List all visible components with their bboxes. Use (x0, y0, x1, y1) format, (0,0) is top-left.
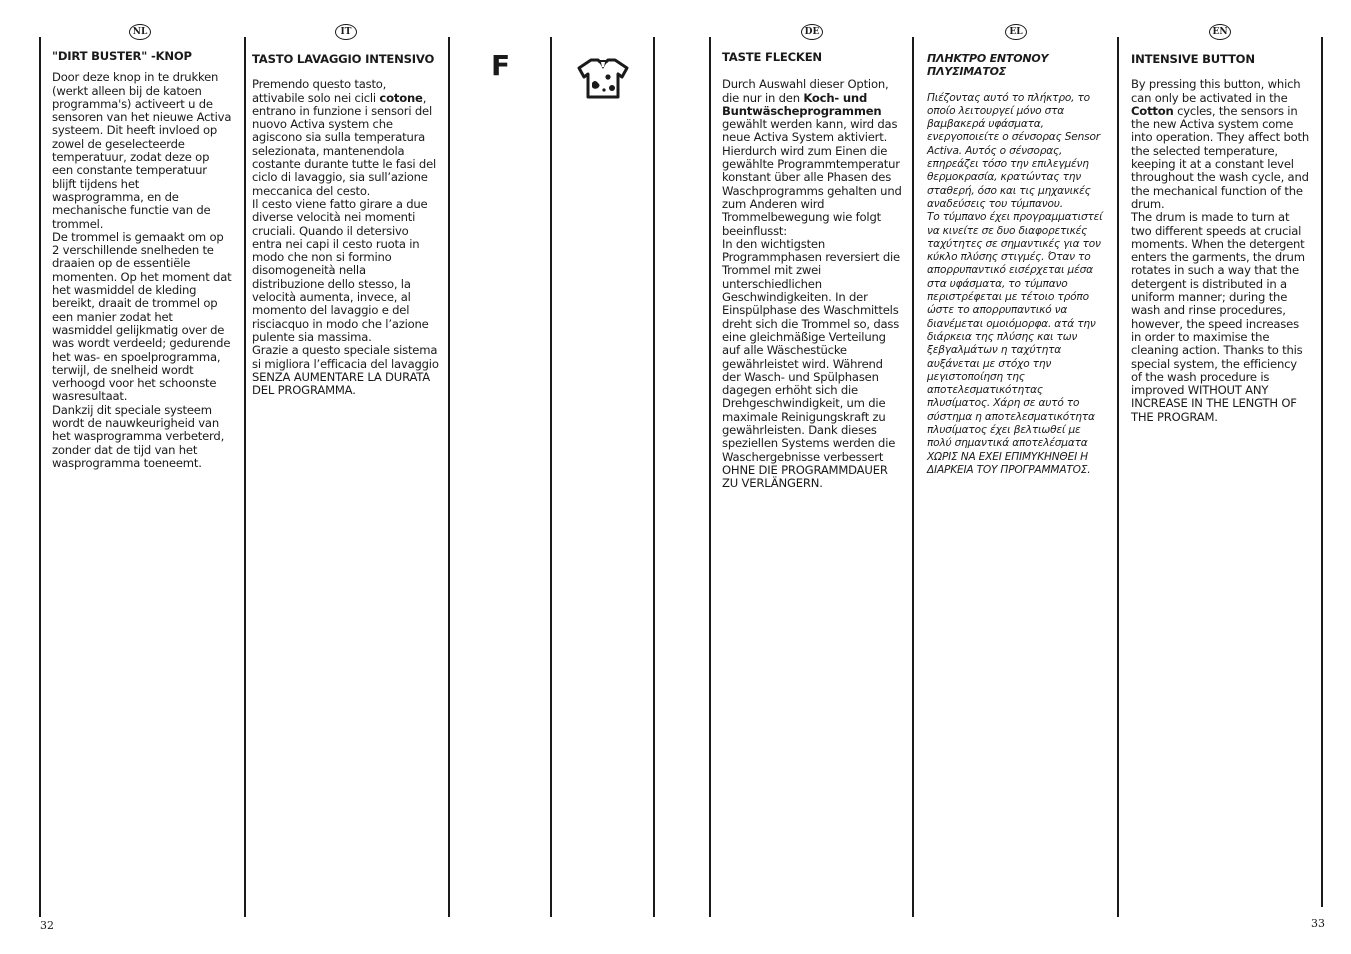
body-de-part1: Durch Auswahl dieser Option, die nur in den (722, 77, 889, 105)
page-number-right: 33 (1311, 917, 1325, 930)
body-en-part1: By pressing this button, which can only be activated in the (1131, 77, 1301, 105)
column-nl (52, 50, 232, 470)
column-rule (448, 37, 450, 917)
column-de (722, 51, 904, 491)
heading-nl: "DIRT BUSTER" -KNOP (52, 49, 192, 63)
language-badge-el: EL (1005, 24, 1027, 40)
column-rule (39, 37, 41, 917)
language-badge-en: EN (1209, 24, 1231, 40)
body-de (722, 78, 904, 490)
column-rule (244, 37, 246, 917)
heading-el: ΠΛΗΚΤΡΟ ΕΝΤΟΝΟΥ ΠΛΥΣΙΜΑΤΟΣ (927, 52, 1049, 79)
section-letter: F (491, 49, 511, 82)
column-rule (709, 37, 711, 917)
body-de-bold: Koch- und Buntwäscheprogrammen (722, 90, 882, 118)
page-number-left: 32 (40, 919, 54, 932)
language-badge-nl: NL (129, 24, 151, 40)
body-en (1131, 78, 1311, 424)
language-badge-it: IT (335, 24, 357, 40)
body-en-part2: cycles, the sensors in the new Activa system come into operation. They affect both the selected temperature, keeping it at a constant level throughout the wash cycle, and the mechanical function of the drum. The drum is made to turn at two different speeds at crucial moments. When the detergent enters the garments, the drum rotates in such a way that the detergent is distributed in a uniform manner; during the wash and rinse procedures, however, the speed increases in order to maximise the cleaning action. Thanks to this special system, the efficiency of the wash procedure is improved WITHOUT ANY INCREASE IN THE LENGTH OF THE PROGRAM. (1131, 103, 1309, 424)
column-rule (1117, 37, 1119, 917)
column-el (927, 52, 1107, 477)
body-it (252, 78, 440, 397)
column-rule (912, 37, 914, 917)
body-it-bold: cotone (379, 90, 423, 105)
column-rule (1321, 37, 1323, 907)
column-rule (653, 37, 655, 917)
body-nl: Door deze knop in te drukken (werkt alleen bij de katoen programma's) activeert u de sensoren van het nieuwe Activa systeem. Dit heeft invloed op zowel de geselecteerde temperatuur, zodat deze op een constante temperatuur blijft tijdens het wasprogramma, en de mechanische functie van de trommel. De trommel is gemaakt om op 2 verschillende snelheden te draaien op de essentiële momenten. Op het moment dat het wasmiddel de kleding bereikt, draait de trommel op een manier zodat het wasmiddel gelijkmatig over de was wordt verdeeld; gedurende het was- en spoelprogramma, terwijl, de snelheid wordt verhoogd voor het schoonste wasresultaat. Dankzij dit speciale systeem wordt de nauwkeurigheid van het wasprogramma verbeterd, zonder dat de tijd van het wasprogramma toeneemt. (52, 70, 232, 470)
body-it-part2: , entrano in funzione i sensori del nuovo Activa system che agiscono sia sulla temperatura selezionata, mantenendola costante durante tutte le fasi del ciclo di lavaggio, sia sull’azione meccanica del cesto. Il cesto viene fatto girare a due diverse velocità nei momenti cruciali. Quando il detersivo entra nei capi il cesto ruota in modo che non si formino disomogeneità nella distribuzione dello stesso, la velocità aumenta, invece, al momento del lavaggio e del risciacquo in modo che l’azione pulente sia massima. Grazie a questo speciale sistema si migliora l’efficacia del lavaggio SENZA AUMENTARE LA DURATA DEL PROGRAMMA. (252, 90, 439, 398)
column-rule (550, 37, 552, 917)
body-de-part2: gewählt werden kann, wird das neue Activa System aktiviert. Hierdurch wird zum Einen die gewählte Programmtemperatur konstant über alle Phasen des Waschprogramms gehalten und zum Anderen wird Trommelbewegung wie folgt beeinflusst: In den wichtigsten Programmphasen reversiert die Trommel mit zwei unterschiedlichen Geschwindigkeiten. In der Einspülphase des Waschmittels dreht sich die Trommel so, dass eine gleichmäßige Verteilung auf alle Wäschestücke gewährleistet wird. Während der Wasch- und Spülphasen dagegen erhöht sich die Drehgeschwindigkeit, um die maximale Reinigungskraft zu gewährleisten. Dank dieses speziellen Systems werden die Waschergebnisse verbessert OHNE DIE PROGRAMMDAUER ZU VERLÄNGERN. (722, 117, 902, 491)
column-it (252, 53, 440, 397)
heading-en: INTENSIVE BUTTON (1131, 52, 1255, 66)
heading-it: TASTO LAVAGGIO INTENSIVO (252, 52, 435, 66)
shirt-stain-icon (577, 57, 629, 99)
column-en (1131, 53, 1311, 424)
body-en-bold: Cotton (1131, 103, 1174, 118)
body-el: Πιέζοντας αυτό το πλήκτρο, το οποίο λειτουργεί μόνο στα βαμβακερά υφάσματα, ενεργοποιείτε ο σένσορας Sensor Activa. Αυτός ο σένσορας, επηρεάζει τόσο την επιλεγμένη θερμοκρασία, κρατώντας την σταθερή, όσο και τις μηχανικές αναδεύσεις του τύμπανου. Το τύμπανο έχει προγραμματιστεί να κινείτε σε δυο διαφορετικές ταχύτητες σε σημαντικές για τον κύκλο πλύσης στιγμές. Όταν το απορρυπαντικό εισέρχεται μέσα στα υφάσματα, το τύμπανο περιστρέφεται με τέτοιο τρόπο ώστε το απορρυπαντικό να διανέμεται ομοιόμορφα. ατά την διάρκεια της πλύσης και των ξεβγαλμάτων η ταχύτητα αυξάνεται με στόχο την μεγιστοποίηση της αποτελεσματικότητας πλυσίματος. Χάρη σε αυτό το σύστημα η αποτελεσματικότητα πλυσίματος έχει βελτιωθεί με πολύ σημαντικά αποτελέσματα ΧΩΡΙΣ ΝΑ ΕΧΕΙ ΕΠΙΜΥΚΗΝΘΕΙ Η ΔΙΑΡΚΕΙΑ ΤΟΥ ΠΡΟΓΡΑΜΜΑΤΟΣ. (927, 91, 1103, 476)
body-it-part1: Premendo questo tasto, attivabile solo nei cicli (252, 77, 387, 105)
heading-de: TASTE FLECKEN (722, 50, 822, 64)
language-badge-de: DE (801, 24, 823, 40)
